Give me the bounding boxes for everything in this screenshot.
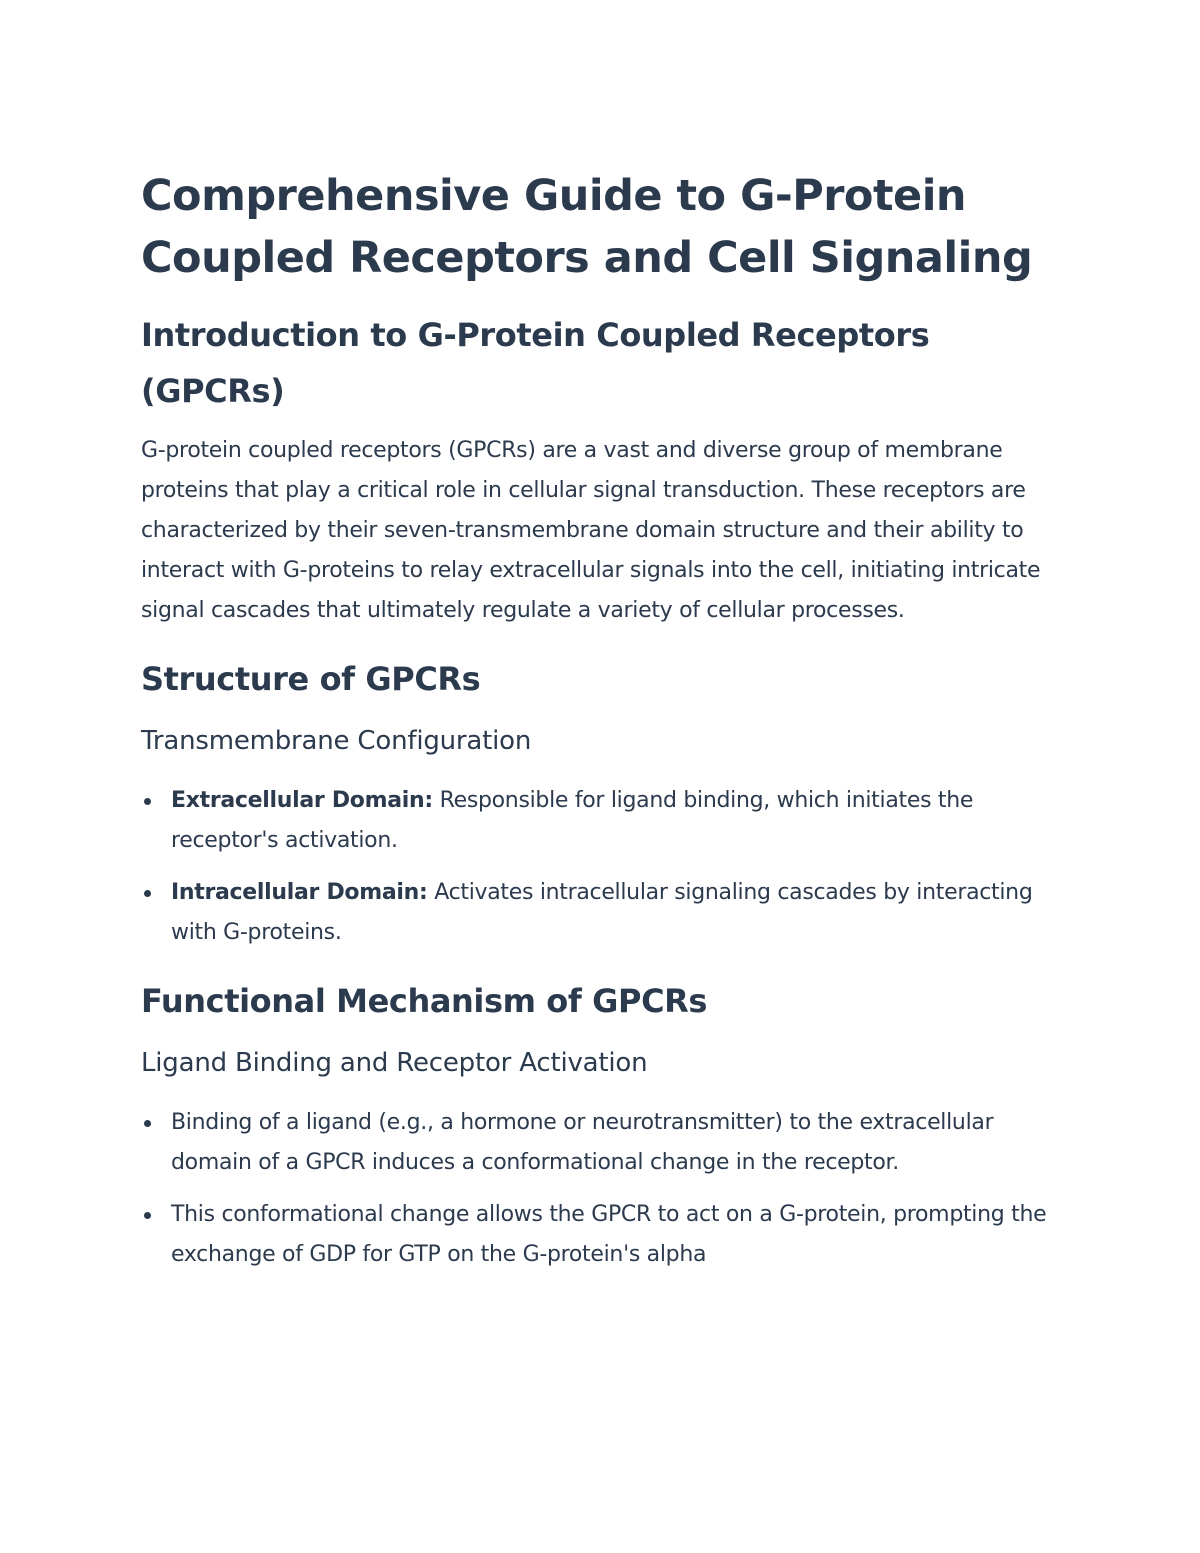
list-item: Binding of a ligand (e.g., a hormone or neurotransmitter) to the extracellular domain of a GPCR induces a conformational change in the receptor. (141, 1103, 1071, 1183)
list-item-term: Intracellular Domain: (171, 880, 428, 905)
list-item (141, 873, 1071, 953)
document-title: Comprehensive Guide to G-Protein Coupled Receptors and Cell Signaling (141, 171, 1033, 283)
subheading-ligand-binding: Ligand Binding and Receptor Activation (141, 1048, 648, 1078)
subheading-transmembrane-configuration: Transmembrane Configuration (141, 726, 532, 756)
section-heading-mechanism: Functional Mechanism of GPCRs (141, 982, 708, 1020)
mechanism-list (141, 1103, 1071, 1275)
structure-list (141, 781, 1071, 953)
list-item-term: Extracellular Domain: (171, 788, 433, 813)
list-item: This conformational change allows the GPCR to act on a G-protein, prompting the exchange of GDP for GTP on the G-protein's alpha (141, 1195, 1071, 1275)
list-item (141, 781, 1071, 861)
section-heading-introduction: Introduction to G-Protein Coupled Receptors (GPCRs) (141, 316, 930, 410)
document-page (141, 165, 1071, 1275)
section-heading-structure: Structure of GPCRs (141, 660, 481, 698)
introduction-paragraph: G-protein coupled receptors (GPCRs) are a vast and diverse group of membrane proteins that play a critical role in cellular signal transduction. These receptors are characterized by their seven-transmembrane domain structure and their ability to interact with G-proteins to relay extracellular signals into the cell, initiating intricate signal cascades that ultimately regulate a variety of cellular processes. (141, 438, 1041, 623)
list-item-text: Activates intracellular signaling cascades by interacting with G-proteins. (171, 880, 1033, 945)
list-item-text: Responsible for ligand binding, which initiates the receptor's activation. (171, 788, 974, 853)
